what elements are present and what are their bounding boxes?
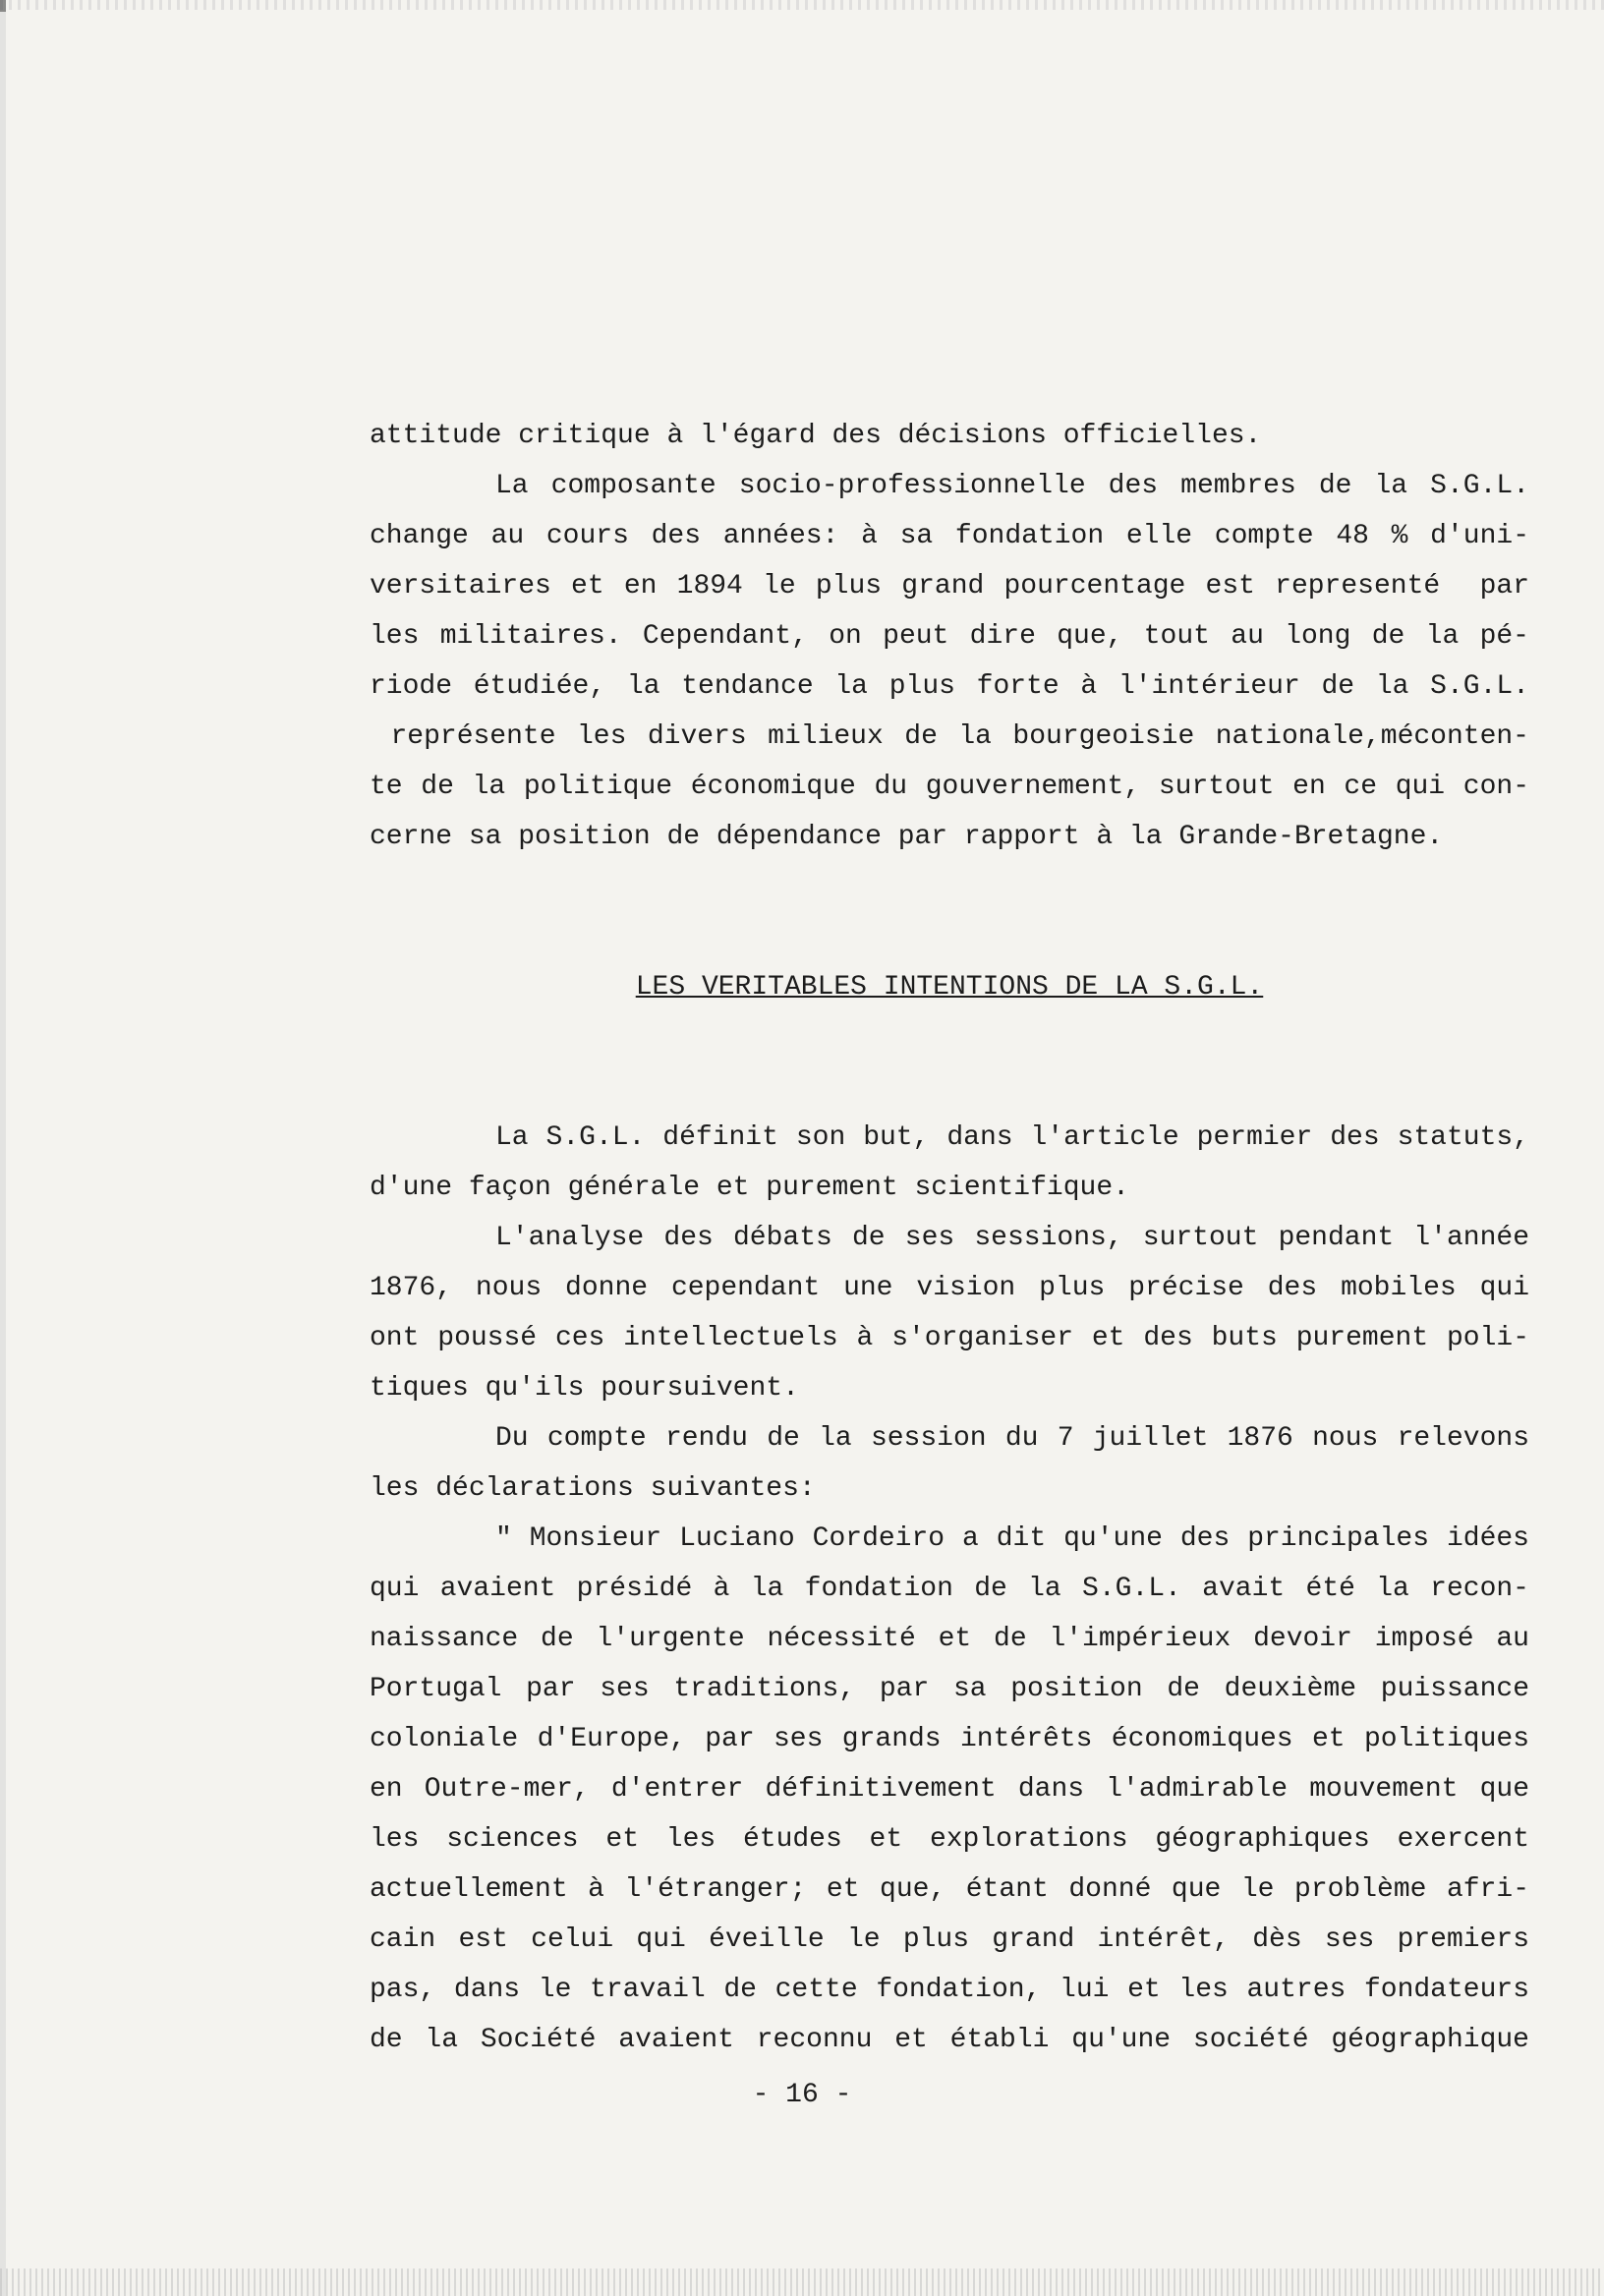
text-line: L'analyse des débats de ses sessions, surtout pendant l'année [495, 1223, 1529, 1253]
text-line: La S.G.L. définit son but, dans l'article permier des statuts, [495, 1122, 1529, 1153]
page-number: - 16 - [752, 2080, 852, 2110]
text-line: naissance de l'urgente nécessité et de l'impérieux devoir imposé au [370, 1624, 1529, 1654]
text-line: représente les divers milieux de la bourgeoisie nationale,méconten- [370, 721, 1529, 752]
text-line: les sciences et les études et explorations géographiques exercent [370, 1824, 1529, 1855]
text-line: coloniale d'Europe, par ses grands intérêts économiques et politiques [370, 1724, 1529, 1754]
text-line: de la Société avaient reconnu et établi qu'une société géographique [370, 2025, 1529, 2055]
text-line: tiques qu'ils poursuivent. [370, 1373, 799, 1404]
text-line: versitaires et en 1894 le plus grand pourcentage est representé par [370, 571, 1529, 602]
scan-top-edge [0, 0, 1604, 10]
paragraph-quotation [370, 1514, 1529, 2065]
text-line: en Outre-mer, d'entrer définitivement dans l'admirable mouvement que [370, 1774, 1529, 1805]
text-line: cerne sa position de dépendance par rapport à la Grande-Bretagne. [370, 822, 1444, 852]
text-line: " Monsieur Luciano Cordeiro a dit qu'une des principales idées [495, 1523, 1529, 1554]
text-line: 1876, nous donne cependant une vision plus précise des mobiles qui [370, 1273, 1529, 1303]
paragraph-socio-professional [370, 461, 1529, 862]
paragraph-analysis [370, 1213, 1529, 1413]
text-line: te de la politique économique du gouvernement, surtout en ce qui con- [370, 772, 1529, 802]
text-line: qui avaient présidé à la fondation de la S.G.L. avait été la recon- [370, 1574, 1529, 1604]
text-line: les militaires. Cependant, on peut dire que, tout au long de la pé- [370, 621, 1529, 652]
text-line: riode étudiée, la tendance la plus forte à l'intérieur de la S.G.L. [370, 671, 1529, 702]
text-line: Du compte rendu de la session du 7 juillet 1876 nous relevons [495, 1423, 1529, 1454]
paragraph-session-report [370, 1413, 1529, 1514]
text-line: attitude critique à l'égard des décisions officielles. [370, 421, 1262, 451]
text-line: actuellement à l'étranger; et que, étant donné que le problème afri- [370, 1874, 1529, 1905]
text-line: les déclarations suivantes: [370, 1473, 816, 1504]
section-heading: LES VERITABLES INTENTIONS DE LA S.G.L. [635, 972, 1264, 1003]
text-line: pas, dans le travail de cette fondation, lui et les autres fondateurs [370, 1975, 1529, 2005]
text-line: d'une façon générale et purement scientifique. [370, 1173, 1129, 1203]
text-line: Portugal par ses traditions, par sa position de deuxième puissance [370, 1674, 1529, 1704]
scan-left-edge [0, 0, 6, 2296]
text-line: ont poussé ces intellectuels à s'organiser et des buts purement poli- [370, 1323, 1529, 1353]
text-line: cain est celui qui éveille le plus grand intérêt, dès ses premiers [370, 1924, 1529, 1955]
paragraph-statutes [370, 1113, 1529, 1213]
paragraph-continuation [370, 411, 1529, 461]
document-body [370, 411, 1529, 2065]
text-line: La composante socio-professionnelle des membres de la S.G.L. [495, 471, 1529, 501]
scan-bottom-edge [0, 2268, 1604, 2296]
text-line: change au cours des années: à sa fondation elle compte 48 % d'uni- [370, 521, 1529, 551]
